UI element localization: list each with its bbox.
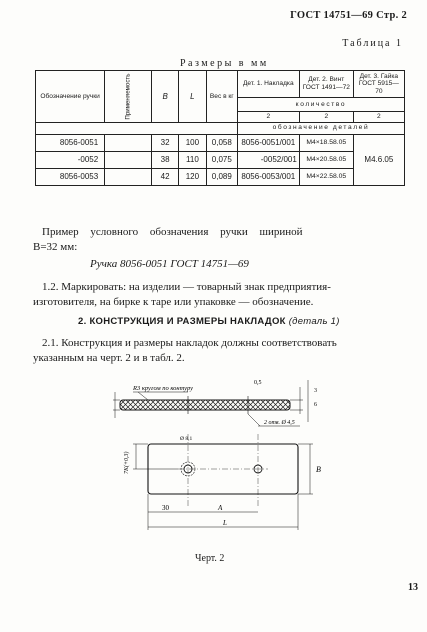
thickness-label: 0,5	[254, 380, 262, 386]
dim-6-label: 6	[314, 402, 317, 408]
table-row	[36, 134, 405, 151]
hole-diameter-label: Ø 8,1	[180, 436, 193, 442]
col-det1-header: Дет. 1. Накладка	[237, 71, 299, 98]
dim-a-label: A	[218, 504, 223, 512]
construction-paragraph: 2.1. Конструкция и размеры накладок должны соответствовать	[42, 337, 337, 349]
section-subtitle: (деталь 1)	[288, 316, 340, 327]
marking-paragraph: 1.2. Маркировать: на изделии — товарный знак предприятия-	[42, 281, 331, 293]
col-det2-header: Дет. 2. Винт ГОСТ 1491—72	[299, 71, 353, 98]
part-designation-label: обозначение деталей	[237, 122, 404, 134]
col-det3-header: Дет. 3. Гайка ГОСТ 5915—70	[353, 71, 404, 98]
row-weight: 0,089	[206, 168, 237, 185]
col-applicability-header: Применяемость	[105, 71, 152, 123]
row-det2: М4×22.58.05	[299, 168, 353, 185]
example-designation: Ручка 8056-0051 ГОСТ 14751—69	[90, 258, 249, 270]
table-caption: Таблица 1	[342, 38, 403, 49]
table-row	[36, 168, 405, 185]
row-det1: -0052/001	[237, 151, 299, 168]
example-intro: Пример условного обозначения ручки шириной	[42, 226, 303, 238]
qty-det1: 2	[237, 112, 299, 123]
page-number: 13	[408, 582, 418, 593]
row-det2: М4×20.58.05	[299, 151, 353, 168]
row-l: 110	[178, 151, 206, 168]
row-weight: 0,058	[206, 134, 237, 151]
dim-3-label: 3	[314, 388, 317, 394]
col-designation-header: Обозначение ручки	[36, 71, 105, 123]
col-b-header: B	[152, 71, 179, 123]
left-dim-label: 7K(+0,3)	[124, 451, 130, 474]
example-intro-cont: B=32 мм:	[33, 241, 78, 253]
det3-common: М4.6.05	[353, 134, 404, 185]
row-l: 120	[178, 168, 206, 185]
row-weight: 0,075	[206, 151, 237, 168]
row-designation: -0052	[36, 151, 105, 168]
figure-caption: Черт. 2	[195, 553, 225, 564]
plan-view	[133, 434, 313, 530]
row-l: 100	[178, 134, 206, 151]
dim-l-label: L	[223, 519, 227, 527]
table-row	[36, 151, 405, 168]
row-designation: 8056-0053	[36, 168, 105, 185]
specs-table	[35, 70, 405, 186]
dim-30-label: 30	[162, 504, 169, 512]
dim-b-label: B	[316, 465, 321, 474]
units-note: Размеры в мм	[180, 58, 269, 69]
row-b: 32	[152, 134, 179, 151]
row-b: 38	[152, 151, 179, 168]
row-det1: 8056-0051/001	[237, 134, 299, 151]
page-header: ГОСТ 14751—69 Стр. 2	[290, 10, 407, 21]
section-title: 2. КОНСТРУКЦИЯ И РАЗМЕРЫ НАКЛАДОК (деталь 1)	[78, 316, 340, 327]
col-weight-header: Вес в кг	[206, 71, 237, 123]
qty-det2: 2	[299, 112, 353, 123]
quantity-label: количество	[237, 98, 404, 112]
row-det2: М4×18.58.05	[299, 134, 353, 151]
technical-drawing	[108, 372, 328, 547]
row-det1: 8056-0053/001	[237, 168, 299, 185]
qty-det3: 2	[353, 112, 404, 123]
radius-label: R3 кругом по контуру	[133, 385, 194, 392]
row-designation: 8056-0051	[36, 134, 105, 151]
construction-paragraph-cont: указанным на черт. 2 и в табл. 2.	[33, 352, 185, 364]
marking-paragraph-cont: изготовителя, на бирке к таре или упаковке — обозначение.	[33, 296, 314, 308]
row-b: 42	[152, 168, 179, 185]
col-l-header: L	[178, 71, 206, 123]
holes-label: 2 отв. Ø 4,5	[264, 420, 295, 426]
